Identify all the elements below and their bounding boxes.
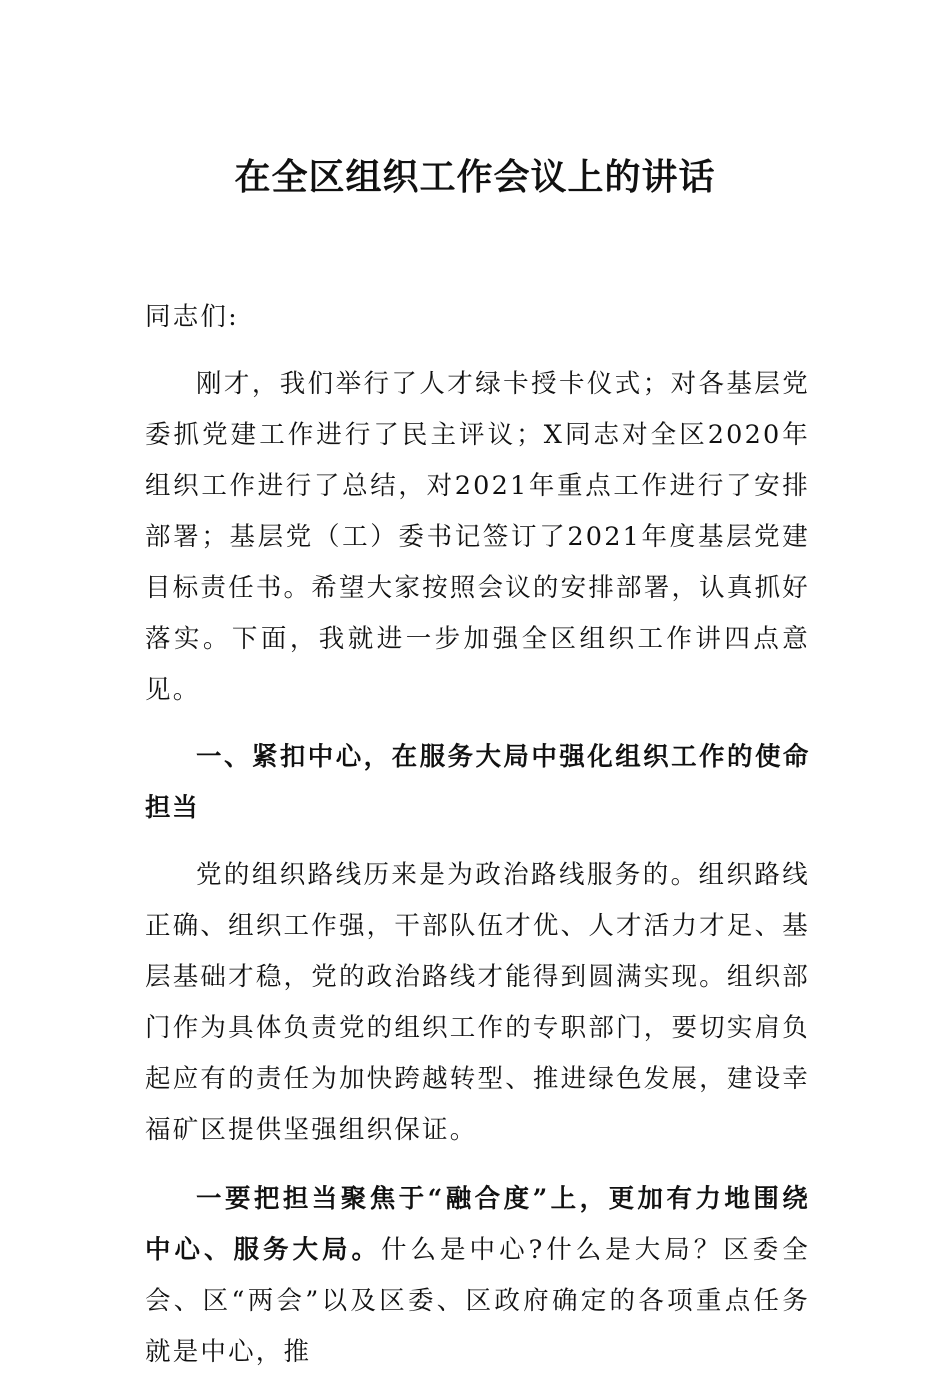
document-body: [145, 292, 810, 1378]
section1-paragraph-2-lead: 一要把担当聚焦于“融合度”上，更加有力地围绕中心、服务大局。: [145, 1184, 810, 1265]
section1-paragraph-1: 党的组织路线历来是为政治路线服务的。组织路线正确、组织工作强，干部队伍才优、人才活力才足、基层基础才稳，党的政治路线才能得到圆满实现。组织部门作为具体负责党的组织工作的专职部门，要切实肩负起应有的责任为加快跨越转型、推进绿色发展，建设幸福矿区提供坚强组织保证。: [145, 860, 810, 1145]
salutation: 同志们:: [145, 302, 239, 332]
intro-paragraph: 刚才，我们举行了人才绿卡授卡仪式；对各基层党委抓党建工作进行了民主评议；X同志对全区2020年组织工作进行了总结，对2021年重点工作进行了安排部署；基层党（工）委书记签订了2021年度基层党建目标责任书。希望大家按照会议的安排部署，认真抓好落实。下面，我就进一步加强全区组织工作讲四点意见。: [145, 369, 810, 705]
section-heading-1: 一、紧扣中心，在服务大局中强化组织工作的使命担当: [145, 742, 810, 823]
section1-paragraph-2: [145, 1174, 810, 1378]
document-title: 在全区组织工作会议上的讲话: [234, 156, 716, 198]
section1-paragraph-2-text: 什么是中心?什么是大局？区委全会、区“两会”以及区委、区政府确定的各项重点任务就是中心，推: [145, 1235, 810, 1367]
